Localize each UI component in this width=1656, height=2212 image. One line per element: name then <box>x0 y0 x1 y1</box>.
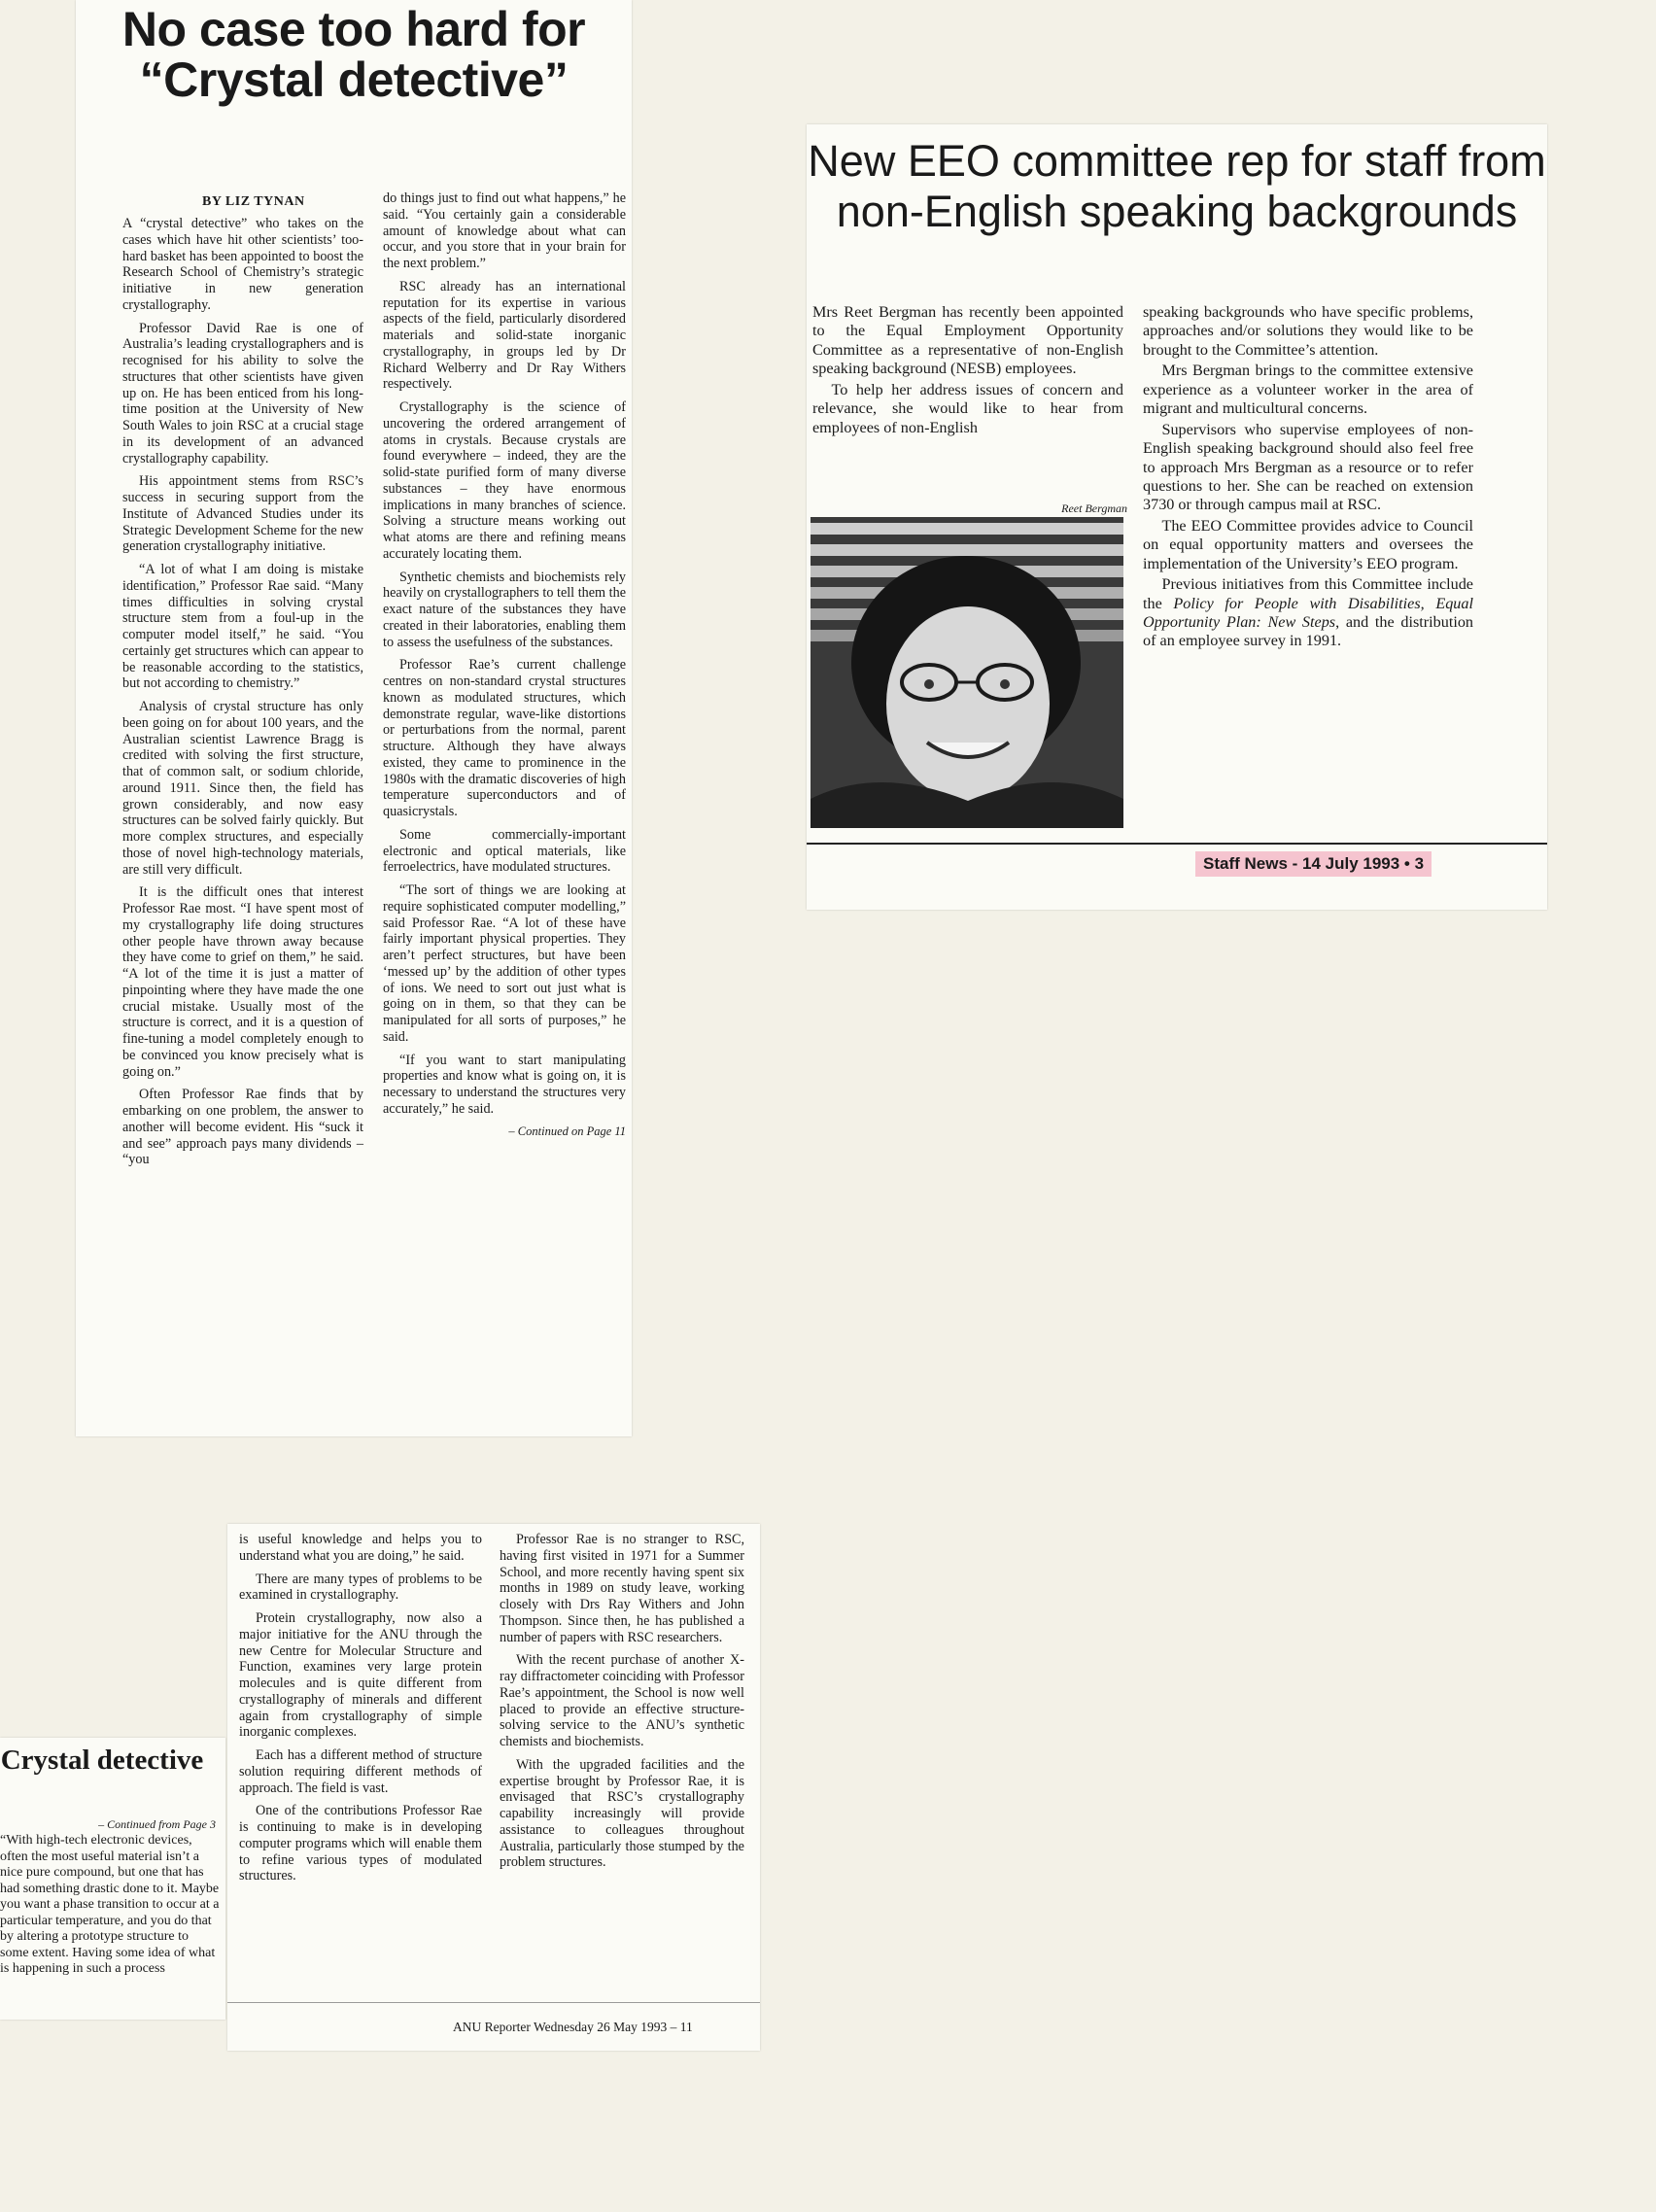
paragraph: RSC already has an international reputation for its expertise in various aspects of the field, particularly disordered materials and solid-state inorganic crystallography, in groups led by Dr Richard Welberry and Dr Ray Withers respectively. <box>383 278 626 393</box>
crystal-column-2 <box>383 190 626 1138</box>
crystal-column-1 <box>122 216 363 1175</box>
eeo-column-1 <box>812 303 1123 439</box>
continued-side-clipping <box>0 1738 225 2020</box>
paragraph: Analysis of crystal structure has only been going on for about 100 years, and the Australian scientist Lawrence Bragg is credited with solving the first structure, that of common salt, or sodium chloride, around 1911. Since then, the field has grown considerably, and now easy structures can be solved fairly quickly. But more complex structures, and especially those of novel high-technology materials, are still very difficult. <box>122 699 363 878</box>
paragraph: It is the difficult ones that interest Professor Rae most. “I have spent most of my crystallography life doing structures other people have thrown away because they have come to grief on them,” he said. “A lot of the time it is just a matter of pinpointing where they have made the one crucial mistake. Usually most of the structure is correct, and it is a question of fine-tuning a model completely enough to be convinced you know precisely what is going on.” <box>122 884 363 1080</box>
paragraph: Often Professor Rae finds that by embarking on one problem, the answer to another will become evident. His “suck it and see” approach pays many dividends – “you <box>122 1087 363 1168</box>
paragraph <box>1143 575 1473 651</box>
byline: BY LIZ TYNAN <box>202 194 305 209</box>
paragraph: The EEO Committee provides advice to Council on equal opportunity matters and oversees the implementation of the University’s EEO program. <box>1143 516 1473 572</box>
paragraph: Professor Rae’s current challenge centres on non-standard crystal structures known as modulated structures, which demonstrate regular, wave-like distortions or perturbations from the normal, parent structure. Although they have always existed, they came to prominence in the 1980s with the dramatic discoveries of high temperature superconductors and of quasicrystals. <box>383 657 626 819</box>
paragraph: With the upgraded facilities and the expertise brought by Professor Rae, it is envisaged that RSC’s crystallography capability increasingly will provide assistance to colleagues throughout Australia, particularly those stumped by the problem structures. <box>500 1756 744 1871</box>
publication-footer: Staff News - 14 July 1993 • 3 <box>1195 851 1432 877</box>
paragraph: Mrs Reet Bergman has recently been appointed to the Equal Employment Opportunity Committee as a representative of non-English speaking background (NESB) employees. <box>812 303 1123 378</box>
continued-from-note: – Continued from Page 3 <box>98 1817 216 1831</box>
continued-column-2 <box>500 1532 744 1878</box>
paragraph: Professor David Rae is one of Australia’s leading crystallographers and is recognised for his ability to solve the structures that other scientists have given up on. He has been enticed from his long-time position at the University of New South Wales to join RSC at a crucial stage in its development of an advanced crystallography capability. <box>122 320 363 467</box>
portrait-photo <box>811 517 1123 828</box>
paragraph: speaking backgrounds who have specific problems, approaches and/or solutions they would like to be brought to the Committee’s attention. <box>1143 303 1473 359</box>
italic-title: Policy for People with Disabilities, Equal Opportunity Plan: New Steps <box>1143 594 1473 631</box>
paragraph: Some commercially-important electronic and optical materials, like ferroelectrics, have modulated structures. <box>383 826 626 876</box>
paragraph: Protein crystallography, now also a major initiative for the ANU through the new Centre for Molecular Structure and Function, examines very large protein molecules and is quite different from crystallography of minerals and different again from crystallography of simple inorganic complexes. <box>239 1610 482 1741</box>
paragraph: “With high-tech electronic devices, often the most useful material isn’t a nice pure compound, but one that has had something drastic done to it. Maybe you want a phase transition to occur at a particular temperature, and you do that by altering a prototype structure to some extent. Having some idea of what is happening in such a process <box>0 1833 220 1977</box>
continued-column-1 <box>239 1532 482 1891</box>
continued-note: – Continued on Page 11 <box>508 1123 626 1138</box>
paragraph: His appointment stems from RSC’s success in securing support from the Institute of Advanced Studies under its Strategic Development Scheme for the new generation crystallography initiative. <box>122 473 363 555</box>
paragraph: Synthetic chemists and biochemists rely heavily on crystallographers to tell them the exact nature of the substances they have created in their laboratories, enabling them to assess the usefulness of the substances. <box>383 569 626 650</box>
paragraph: To help her address issues of concern and relevance, she would like to hear from employees of non-English <box>812 380 1123 436</box>
eeo-clipping <box>807 124 1547 910</box>
rule-divider <box>227 2002 760 2003</box>
paragraph: “A lot of what I am doing is mistake identification,” Professor Rae said. “Many times difficulties in solving crystal structure stem from a foul-up in the computer model itself,” he said. “You certainly get structures which can appear to be reasonable according to the statistics, but not according to chemistry.” <box>122 562 363 692</box>
paragraph: Crystallography is the science of uncovering the ordered arrangement of atoms in crystals. Because crystals are found everywhere – indeed, they are the solid-state purified form of many diverse substances – they have enormous implications in many branches of science. Solving a structure means working out what atoms are there and refining means accurately locating them. <box>383 399 626 562</box>
continued-clipping <box>227 1524 760 2051</box>
side-title: Crystal detective <box>0 1745 204 1776</box>
text-span: Previous initiatives from this Committee include the <box>1143 575 1473 612</box>
paragraph: One of the contributions Professor Rae is continuing to make is in developing computer programs which will enable them to refine various types of modulated structures. <box>239 1803 482 1884</box>
paragraph: Mrs Bergman brings to the committee extensive experience as a volunteer worker in the area of migrant and multicultural concerns. <box>1143 362 1473 418</box>
crystal-headline: No case too hard for “Crystal detective” <box>121 2 586 107</box>
crystal-detective-clipping <box>76 0 632 1436</box>
paragraph: Professor Rae is no stranger to RSC, having first visited in 1971 for a Summer School, and more recently having spent six months in 1989 on study leave, working closely with Drs Ray Withers and John Thompson. Since then, he has published a number of papers with RSC researchers. <box>500 1532 744 1645</box>
paragraph: “The sort of things we are looking at require sophisticated computer modelling,” said Professor Rae. “A lot of these have fairly important physical properties. They aren’t perfect structures, but have been ‘messed up’ by the addition of other types of ions. We need to sort out just what is going on in them, so that they can be manipulated for all sorts of purposes,” he said. <box>383 882 626 1045</box>
publication-footer: ANU Reporter Wednesday 26 May 1993 – 11 <box>453 2020 693 2034</box>
paragraph: do things just to find out what happens,” he said. “You certainly gain a considerable amount of knowledge about what can occur, and you store that in your brain for the next problem.” <box>383 190 626 271</box>
portrait-illustration <box>811 517 1123 828</box>
paragraph: Each has a different method of structure solution requiring different methods of approach. The field is vast. <box>239 1747 482 1796</box>
eeo-headline: New EEO committee rep for staff from non-English speaking backgrounds <box>808 136 1546 236</box>
paragraph: With the recent purchase of another X-ray diffractometer coinciding with Professor Rae’s appointment, the School is now well placed to provide an effective structure-solving service to the ANU’s synthetic chemists and biochemists. <box>500 1652 744 1749</box>
paragraph: Supervisors who supervise employees of non-English speaking background should also feel free to approach Mrs Bergman as a resource or to refer questions to her. She can be reached on extension 3730 or through campus mail at RSC. <box>1143 420 1473 514</box>
photo-caption: Reet Bergman <box>1061 501 1127 515</box>
paragraph: is useful knowledge and helps you to understand what you are doing,” he said. <box>239 1532 482 1564</box>
paragraph: “If you want to start manipulating properties and know what is going on, it is necessary to understand the structures very accurately,” he said. <box>383 1052 626 1117</box>
paragraph: There are many types of problems to be examined in crystallography. <box>239 1571 482 1604</box>
side-column <box>0 1833 220 1985</box>
paragraph: A “crystal detective” who takes on the cases which have hit other scientists’ too-hard basket has been appointed to boost the Research School of Chemistry’s strategic initiative in new generation crystallography. <box>122 216 363 313</box>
eeo-column-2 <box>1143 303 1473 653</box>
text-span: , and the distribution of an employee survey in 1991. <box>1143 613 1474 650</box>
rule-divider <box>807 843 1547 845</box>
